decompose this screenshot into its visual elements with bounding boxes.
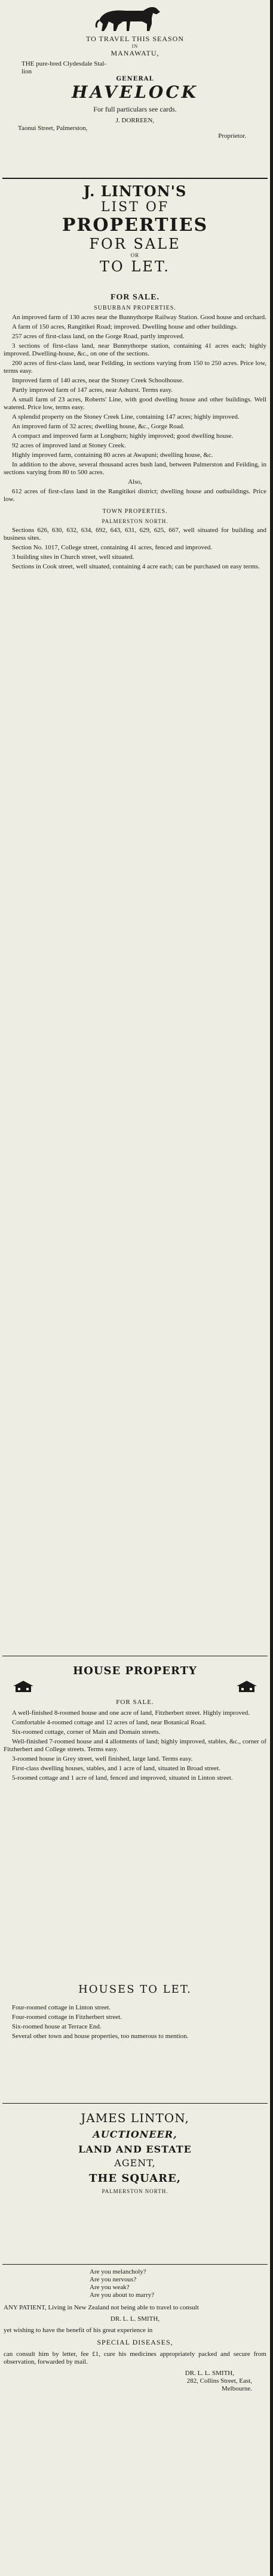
list-item: Highly improved farm, containing 80 acres at Awapuni; dwelling house, &c. (12, 452, 213, 459)
list-item: Section No. 1017, College street, containing 41 acres, fenced and improved. (12, 544, 213, 551)
list-item: 3 building sites in Church street, well situated. (12, 553, 134, 561)
agent-place: THE SQUARE, (88, 2172, 182, 2185)
divider (2, 2103, 268, 2104)
houses-to-let-title: HOUSES TO LET. (78, 1983, 192, 1996)
medical-body2: can consult him by letter, fee £1, cure his medicines appropriately packed and secure from observation, forwarded by mail. (4, 2351, 266, 2365)
list-item: Improved farm of 140 acres, near the Stoney Creek Schoolhouse. (12, 377, 184, 384)
medical-intro: ANY PATIENT, Living in New Zealand not being able to travel to consult (4, 2304, 199, 2311)
list-item: A splendid property on the Stoney Creek Line, containing 147 acres; highly improved. (12, 413, 240, 420)
horse-ad-role: Proprietor. (218, 132, 246, 140)
list-item: Partly improved farm of 147 acres, near Ashurst. Terms easy. (12, 386, 173, 394)
divider (2, 2264, 268, 2265)
list-item: 3-roomed house in Grey street, well finished, large land. Terms easy. (12, 1755, 193, 1762)
house-property-ad (0, 1652, 270, 1784)
linton-property-ad (0, 174, 270, 573)
horse-ad-line4: THE pure-bred Clydesdale Stal- (22, 60, 107, 67)
town-subheading: TOWN PROPERTIES. (102, 508, 168, 515)
list-item: Comfortable 4-roomed cottage and 12 acres of land, near Botanical Road. (12, 1719, 206, 1726)
sale-subheading: FOR SALE. (110, 293, 160, 302)
house-icon (235, 1680, 258, 1693)
list-item: 3 sections of first-class land, near Bunnythorpe station, containing 41 acres each; highly improved. Dwelling-house, &c., on one of the sections. (4, 342, 266, 357)
doctor-name: DR. L. L. SMITH, (110, 2315, 160, 2323)
list-item: Six-roomed house at Terrace End. (12, 2023, 102, 2030)
suburban-list (0, 314, 270, 503)
list-item: An improved farm of 32 acres; dwelling house, &c., Gorge Road. (12, 423, 185, 430)
agent-role3: AGENT, (114, 2157, 156, 2169)
list-item: 612 acres of first-class land in the Rangitikei district; dwelling house and outbuildings. Price low. (4, 488, 266, 503)
list-item: Sections in Cook street, well situated, containing 4 acre each; can be purchased on easy terms. (12, 563, 260, 570)
list-item: 200 acres of first-class land, near Feilding, in sections varying from 150 to 250 acres. Price low, terms easy. (4, 360, 266, 375)
list-item: A compact and improved farm at Longburn; highly improved; good dwelling house. (12, 432, 234, 440)
special-diseases: SPECIAL DISEASES, (97, 2338, 173, 2346)
question: Are you melancholy? (90, 2268, 146, 2275)
palmerston-subheading: PALMERSTON NORTH. (102, 518, 168, 524)
house-icons (0, 1677, 270, 1695)
list-item: In addition to the above, several thousand acres bush land, between Palmerston and Feilding, in sections varying from 80 to 500 acres. (4, 461, 266, 476)
question: Are you about to marry? (90, 2292, 155, 2299)
or-label: OR (130, 252, 140, 258)
list-item: First-class dwelling houses, stables, and 1 acre of land, situated in Broad street. (12, 1765, 220, 1772)
for-sale-heading: FOR SALE (89, 236, 181, 252)
list-item: 257 acres of first-class land, on the Gorge Road, partly improved. (12, 333, 185, 340)
signoff-name: DR. L. L. SMITH, (185, 2370, 234, 2377)
question: Are you weak? (90, 2284, 130, 2291)
signoff-address: 282, Collins Street, East, (186, 2377, 252, 2385)
horse-name-top: GENERAL (116, 76, 154, 82)
horse-ad-line5: lion (22, 68, 32, 75)
list-item: A well-finished 8-roomed house and one acre of land, Fitzherbert street. Highly improved. (12, 1709, 250, 1717)
town-list (0, 527, 270, 571)
medical-body1: yet wishing to have the benefit of his great experience in (4, 2327, 153, 2334)
question: Are you nervous? (90, 2276, 137, 2283)
divider (2, 178, 268, 179)
list-item: A small farm of 23 acres, Roberts' Line, with good dwelling house and other buildings. Well watered. Price low, terms easy. (4, 396, 266, 411)
agent-role1: AUCTIONEER, (93, 2129, 177, 2140)
house-icon (12, 1680, 35, 1693)
list-item: Four-roomed cottage in Fitzherbert street. (12, 2014, 122, 2021)
linton-name: J. LINTON'S (83, 183, 187, 200)
signoff-city: Melbourne. (221, 2385, 252, 2392)
horse-ad (0, 35, 270, 140)
page-edge (270, 0, 273, 2576)
list-item: Sections 626, 630, 632, 634, 692, 643, 631, 629, 625, 667, well situated for building and business sites. (4, 527, 266, 542)
horse-name: HAVELOCK (72, 82, 198, 102)
horse-ad-address: Taonui Street, Palmerston, (18, 125, 88, 132)
list-of: LIST OF (100, 200, 170, 215)
list-item: A farm of 150 acres, Rangitikei Road; improved. Dwelling house and other buildings. (12, 323, 238, 330)
house-sale-subheading: FOR SALE. (116, 1699, 154, 1706)
horse-ad-line2: IN (131, 44, 139, 49)
horse-ad-line1: TO TRAVEL THIS SEASON (85, 35, 185, 43)
horse-ad-line3: MANAWATU, (111, 49, 159, 57)
list-item: Also, (128, 478, 142, 485)
agent-name: JAMES LINTON, (81, 2111, 189, 2125)
horse-illustration (94, 4, 166, 32)
list-item: Well-finished 7-roomed house and 4 allotments of land; highly improved, stables, &c., corner of Fitzherbert and College streets. Terms easy. (4, 1738, 266, 1753)
horse-ad-cards: For full particulars see cards. (93, 105, 177, 113)
list-item: An improved farm of 130 acres near the Bunnythorpe Railway Station. Good house and orchard. (12, 314, 266, 321)
list-item: Four-roomed cottage in Linton street. (12, 2004, 111, 2011)
houses-to-let-ad (0, 1983, 270, 2042)
agent-role2: LAND AND ESTATE (78, 2144, 192, 2155)
list-item: 92 acres of improved land at Stoney Creek. (12, 442, 126, 449)
agent-town: PALMERSTON NORTH. (102, 2188, 168, 2194)
list-item: Six-roomed cottage, corner of Main and Domain streets. (12, 1728, 161, 1736)
list-item: Several other town and house properties, too numerous to mention. (12, 2033, 189, 2040)
horse-ad-owner: J. DORREEN, (115, 117, 155, 124)
to-let-heading: TO LET. (100, 258, 170, 275)
medical-ad (0, 2260, 270, 2393)
suburban-subheading: SUBURBAN PROPERTIES. (94, 305, 176, 311)
house-property-title: HOUSE PROPERTY (73, 1665, 197, 1677)
agent-ad (0, 2099, 270, 2194)
properties-heading: PROPERTIES (62, 215, 208, 236)
list-item: 5-roomed cottage and 1 acre of land, fenced and improved, situated in Linton street. (12, 1774, 233, 1782)
